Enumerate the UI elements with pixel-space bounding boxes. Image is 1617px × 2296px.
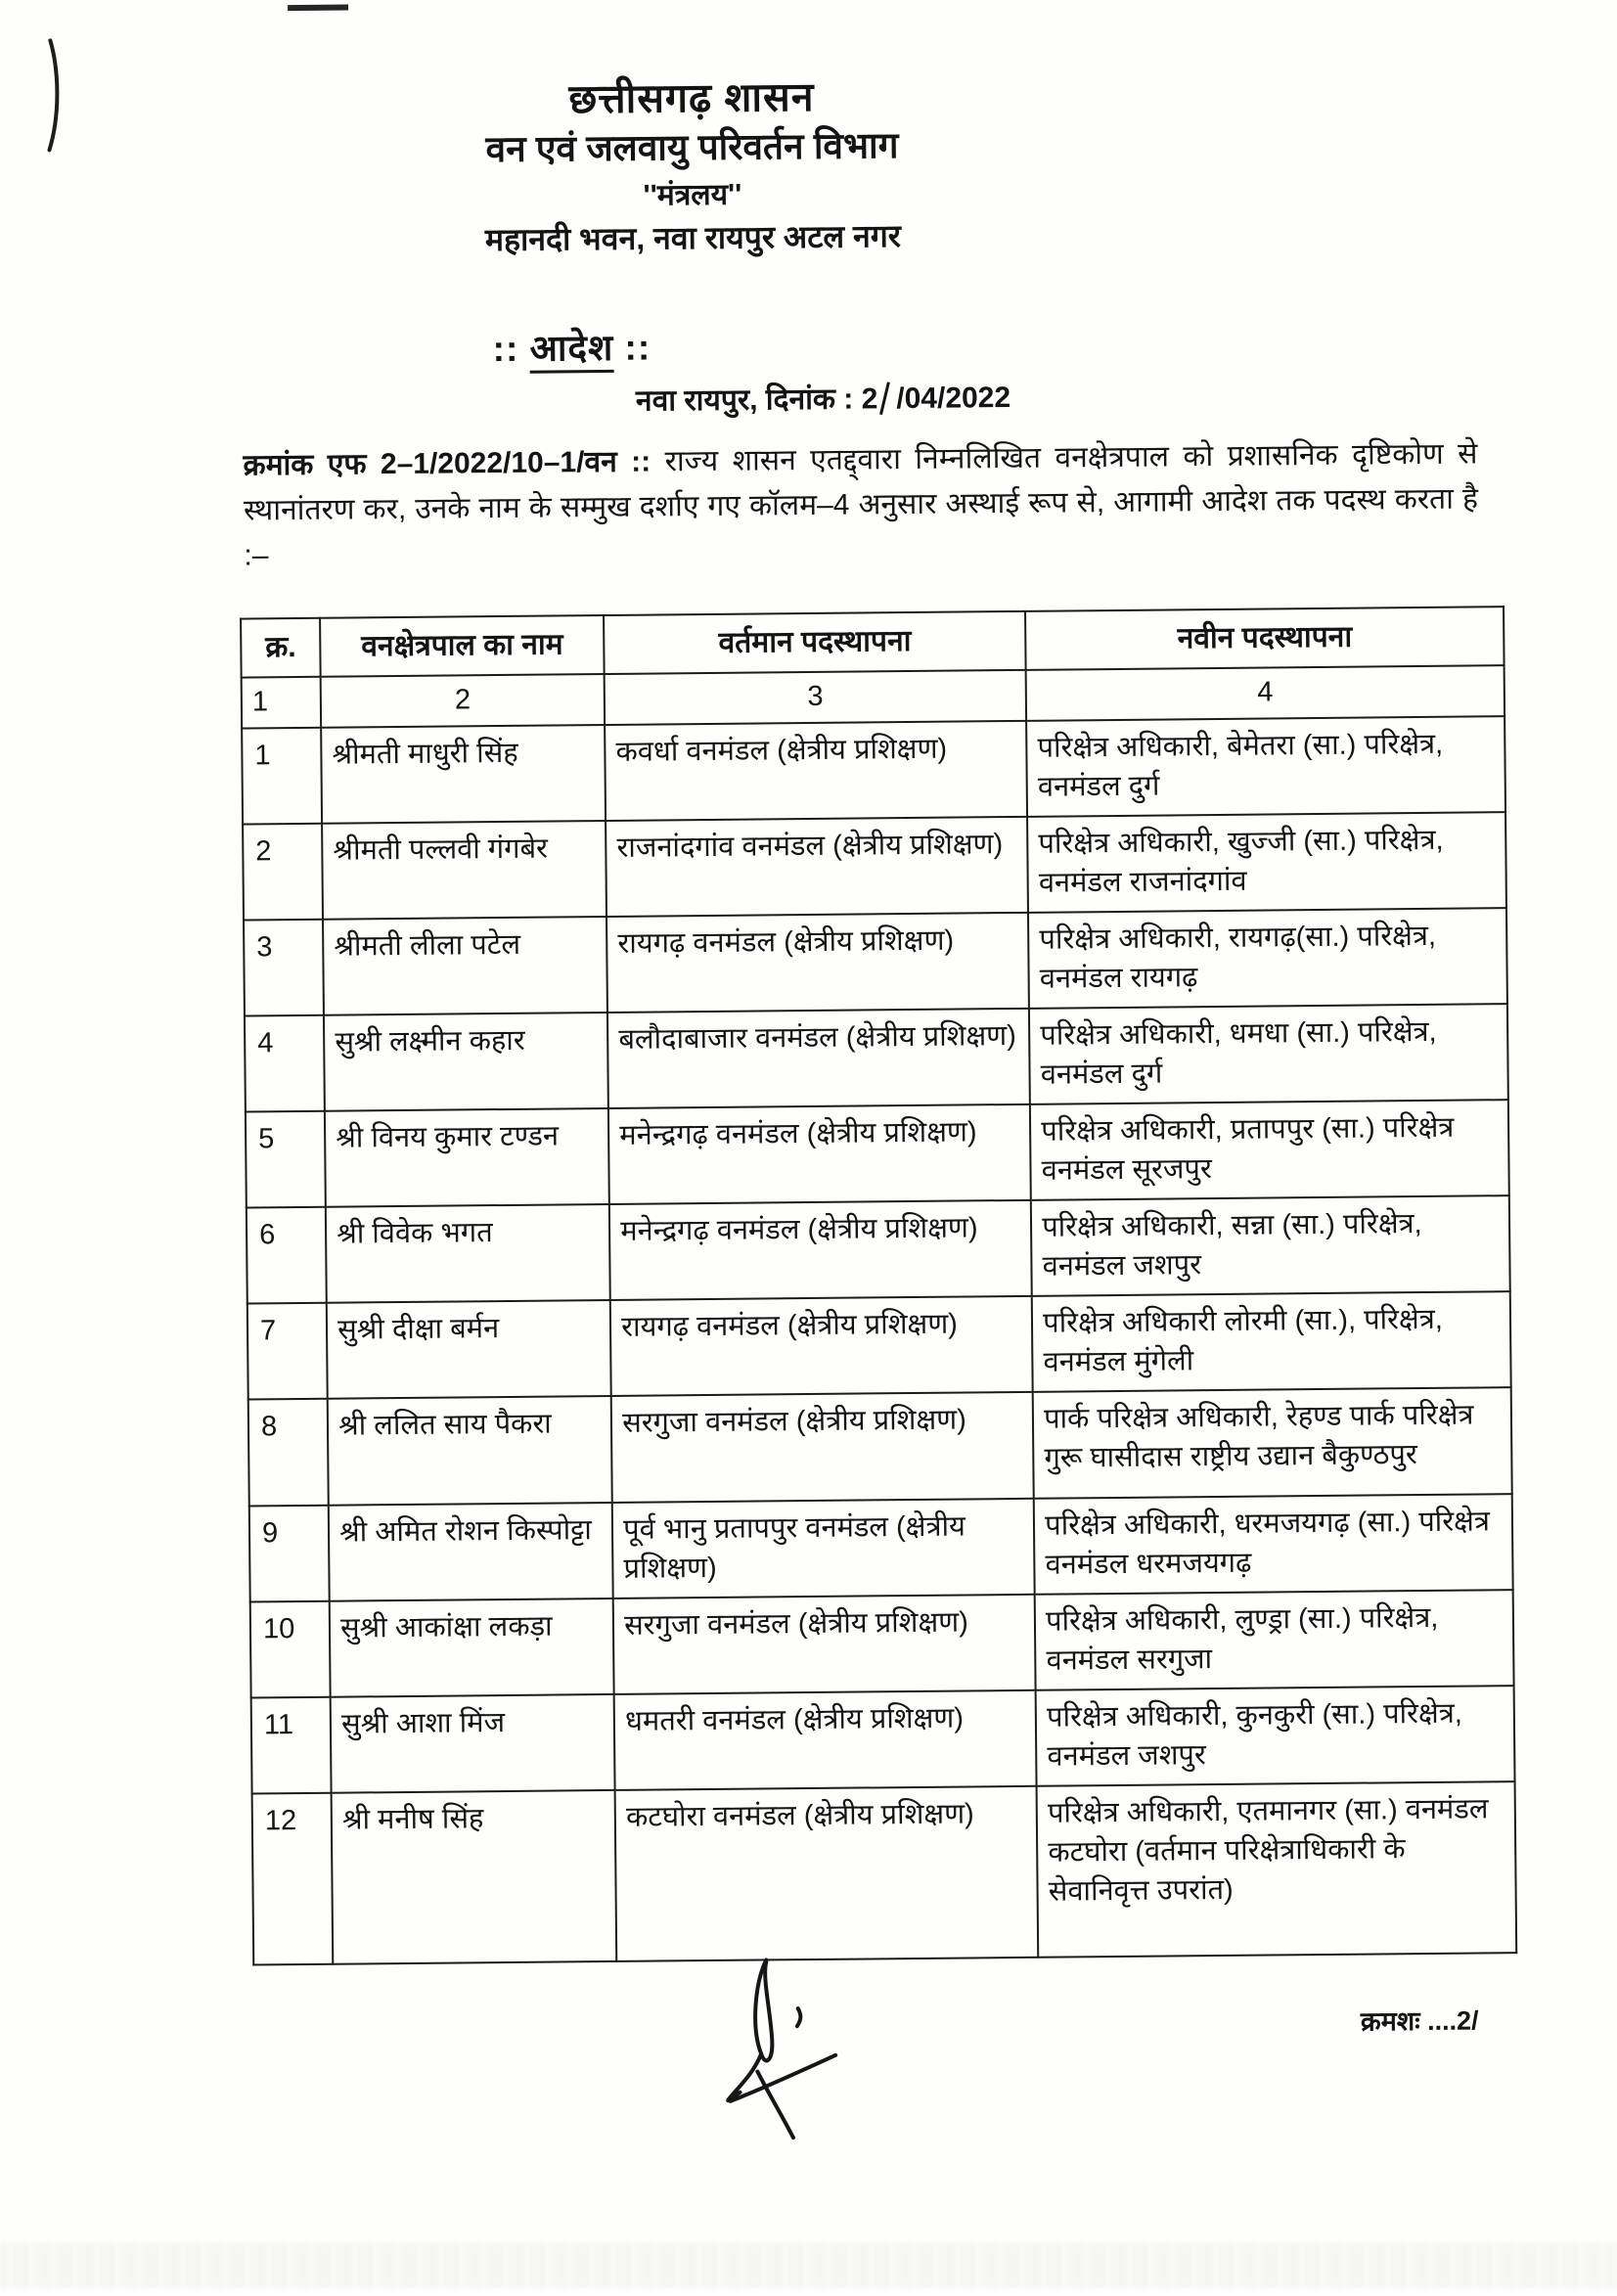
cell-serial: 9	[249, 1506, 330, 1602]
cell-officer-name: श्री मनीष सिंह	[332, 1790, 617, 1964]
order-heading	[156, 317, 987, 375]
cell-serial: 7	[247, 1303, 328, 1400]
cell-current-posting: पूर्व भानु प्रतापपुर वनमंडल (क्षेत्रीय प्रशिक्षण)	[612, 1499, 1035, 1598]
column-number-1: 1	[242, 677, 322, 729]
ministry-label: ''मंत्रलय''	[643, 178, 742, 212]
cell-serial: 2	[243, 824, 323, 921]
cell-current-posting: रायगढ़ वनमंडल (क्षेत्रीय प्रशिक्षण)	[606, 913, 1029, 1013]
cell-current-posting: राजनांदगांव वनमंडल (क्षेत्रीय प्रशिक्षण)	[606, 817, 1028, 917]
transfer-table-body	[242, 716, 1516, 1964]
cell-serial: 3	[244, 920, 324, 1016]
cell-new-posting: परिक्षेत्र अधिकारी, रायगढ़(सा.) परिक्षेत्र, वनमंडल रायगढ़	[1028, 908, 1507, 1009]
pen-mark-artifact	[26, 34, 86, 162]
cell-current-posting: धमतरी वनमंडल (क्षेत्रीय प्रशिक्षण)	[614, 1690, 1037, 1790]
cell-serial: 4	[245, 1015, 325, 1112]
cell-new-posting: परिक्षेत्र अधिकारी, सन्ना (सा.) परिक्षेत्र, वनमंडल जशपुर	[1031, 1195, 1510, 1296]
cell-officer-name: सुश्री आकांक्षा लकड़ा	[330, 1598, 614, 1697]
cell-new-posting: परिक्षेत्र अधिकारी, एतमानगर (सा.) वनमंडल कटघोरा (वर्तमान परिक्षेत्राधिकारी के सेवानिवृत्त उपरांत)	[1037, 1781, 1517, 1958]
cell-current-posting: कटघोरा वनमंडल (क्षेत्रीय प्रशिक्षण)	[615, 1786, 1039, 1961]
scan-artifact-dash	[288, 4, 348, 11]
heading-colon-right: ::	[624, 327, 651, 368]
cell-serial: 6	[247, 1207, 327, 1304]
scan-bleedthrough-strip	[0, 2243, 1617, 2288]
place-date-line	[636, 376, 1011, 420]
cell-officer-name: श्री विवेक भगत	[326, 1204, 610, 1303]
address-line: महानदी भवन, नवा रायपुर अटल नगर	[484, 217, 902, 257]
cell-new-posting: परिक्षेत्र अधिकारी लोरमी (सा.), परिक्षेत्र, वनमंडल मुंगेली	[1032, 1291, 1511, 1392]
table-row	[247, 1195, 1510, 1303]
government-title: छत्तीसगढ़ शासन	[568, 73, 815, 122]
cell-serial: 11	[251, 1697, 332, 1794]
cell-new-posting: परिक्षेत्र अधिकारी, बेमेतरा (सा.) परिक्षेत्र, वनमंडल दुर्ग	[1026, 716, 1505, 817]
cell-current-posting: मनेन्द्रगढ़ वनमंडल (क्षेत्रीय प्रशिक्षण)	[609, 1200, 1032, 1300]
cell-officer-name: सुश्री लक्ष्मीन कहार	[324, 1013, 608, 1111]
table-row	[247, 1291, 1511, 1399]
cell-serial: 12	[252, 1793, 334, 1965]
table-row	[252, 1781, 1517, 1964]
cell-new-posting: परिक्षेत्र अधिकारी, खुज्जी (सा.) परिक्षेत्र, वनमंडल राजनांदगांव	[1027, 812, 1506, 913]
header-name: वनक्षेत्रपाल का नाम	[320, 615, 605, 677]
table-row	[242, 716, 1505, 824]
handwritten-date-stroke	[879, 382, 890, 415]
table-row	[244, 908, 1507, 1015]
cell-new-posting: परिक्षेत्र अधिकारी, कुनकुरी (सा.) परिक्षेत्र, वनमंडल जशपुर	[1036, 1686, 1515, 1786]
cell-officer-name: श्रीमती पल्लवी गंगबेर	[322, 821, 606, 920]
cell-new-posting: परिक्षेत्र अधिकारी, धरमजयगढ़ (सा.) परिक्षेत्र वनमंडल धरमजयगढ़	[1034, 1494, 1513, 1595]
cell-new-posting: परिक्षेत्र अधिकारी, प्रतापपुर (सा.) परिक्षेत्र वनमंडल सूरजपुर	[1030, 1100, 1509, 1200]
cell-new-posting: परिक्षेत्र अधिकारी, धमधा (सा.) परिक्षेत्र, वनमंडल दुर्ग	[1029, 1004, 1508, 1104]
cell-new-posting: पार्क परिक्षेत्र अधिकारी, रेहण्ड पार्क परिक्षेत्र गुरू घासीदास राष्ट्रीय उद्यान बैकुण्ठपुर	[1033, 1387, 1512, 1499]
header-new-posting: नवीन पदस्थापना	[1025, 607, 1504, 670]
table-row	[249, 1494, 1513, 1601]
cell-officer-name: श्री ललित साय पैकरा	[328, 1396, 612, 1506]
cell-officer-name: सुश्री आशा मिंज	[331, 1694, 615, 1793]
continuation-note: क्रमशः ....2/	[1360, 2005, 1479, 2037]
cell-officer-name: श्री विनय कुमार टण्डन	[325, 1108, 609, 1207]
cell-current-posting: मनेन्द्रगढ़ वनमंडल (क्षेत्रीय प्रशिक्षण)	[608, 1104, 1031, 1204]
column-number-2: 2	[321, 674, 606, 728]
cell-current-posting: कवर्धा वनमंडल (क्षेत्रीय प्रशिक्षण)	[605, 721, 1027, 821]
document-header	[154, 67, 1232, 263]
cell-current-posting: रायगढ़ वनमंडल (क्षेत्रीय प्रशिक्षण)	[610, 1296, 1033, 1396]
cell-serial: 5	[246, 1111, 326, 1208]
order-body-text: राज्य शासन एतद्द्वारा निम्नलिखित वनक्षेत्रपाल को प्रशासनिक दृष्टिकोण से स्थानांतरण कर, उनके नाम के सम्मुख दर्शाए गए कॉलम–4 अनुसार अस्थाई रूप से, आगामी आदेश तक पदस्थ करता है :–	[243, 437, 1479, 572]
cell-serial: 8	[248, 1399, 329, 1507]
cell-new-posting: परिक्षेत्र अधिकारी, लुण्ड्रा (सा.) परिक्षेत्र, वनमंडल सरगुजा	[1035, 1590, 1514, 1690]
date-text-before: नवा रायपुर, दिनांक : 2	[635, 383, 878, 418]
signature-mark	[690, 1951, 917, 2158]
table-row	[246, 1100, 1509, 1207]
table-row	[250, 1590, 1514, 1697]
table-row	[243, 812, 1506, 920]
header-serial: क्र.	[241, 618, 321, 678]
transfer-table-head	[241, 607, 1505, 728]
table-row	[248, 1387, 1512, 1506]
table-row	[245, 1004, 1508, 1111]
cell-serial: 10	[250, 1601, 331, 1698]
date-text-after: /04/2022	[896, 381, 1011, 416]
header-current-posting: वर्तमान पदस्थापना	[604, 611, 1026, 674]
cell-officer-name: श्रीमती लीला पटेल	[323, 917, 607, 1015]
cell-serial: 1	[242, 728, 322, 825]
cell-officer-name: सुश्री दीक्षा बर्मन	[327, 1300, 611, 1399]
cell-officer-name: श्री अमित रोशन किस्पोट्टा	[329, 1503, 613, 1601]
heading-colon-left: ::	[492, 328, 519, 370]
transfer-table	[240, 606, 1517, 1965]
order-title: आदेश	[529, 328, 613, 374]
cell-current-posting: सरगुजा वनमंडल (क्षेत्रीय प्रशिक्षण)	[613, 1595, 1036, 1694]
cell-officer-name: श्रीमती माधुरी सिंह	[321, 725, 606, 824]
table-row	[251, 1686, 1515, 1793]
department-title: वन एवं जलवायु परिवर्तन विभाग	[485, 125, 899, 170]
column-number-4: 4	[1026, 665, 1505, 721]
cell-current-posting: सरगुजा वनमंडल (क्षेत्रीय प्रशिक्षण)	[611, 1392, 1034, 1503]
reference-number: क्रमांक एफ 2–1/2022/10–1/वन ::	[243, 445, 651, 482]
order-body-paragraph	[243, 431, 1478, 578]
cell-current-posting: बलौदाबाजार वनमंडल (क्षेत्रीय प्रशिक्षण)	[607, 1009, 1030, 1108]
column-number-3: 3	[605, 670, 1026, 725]
